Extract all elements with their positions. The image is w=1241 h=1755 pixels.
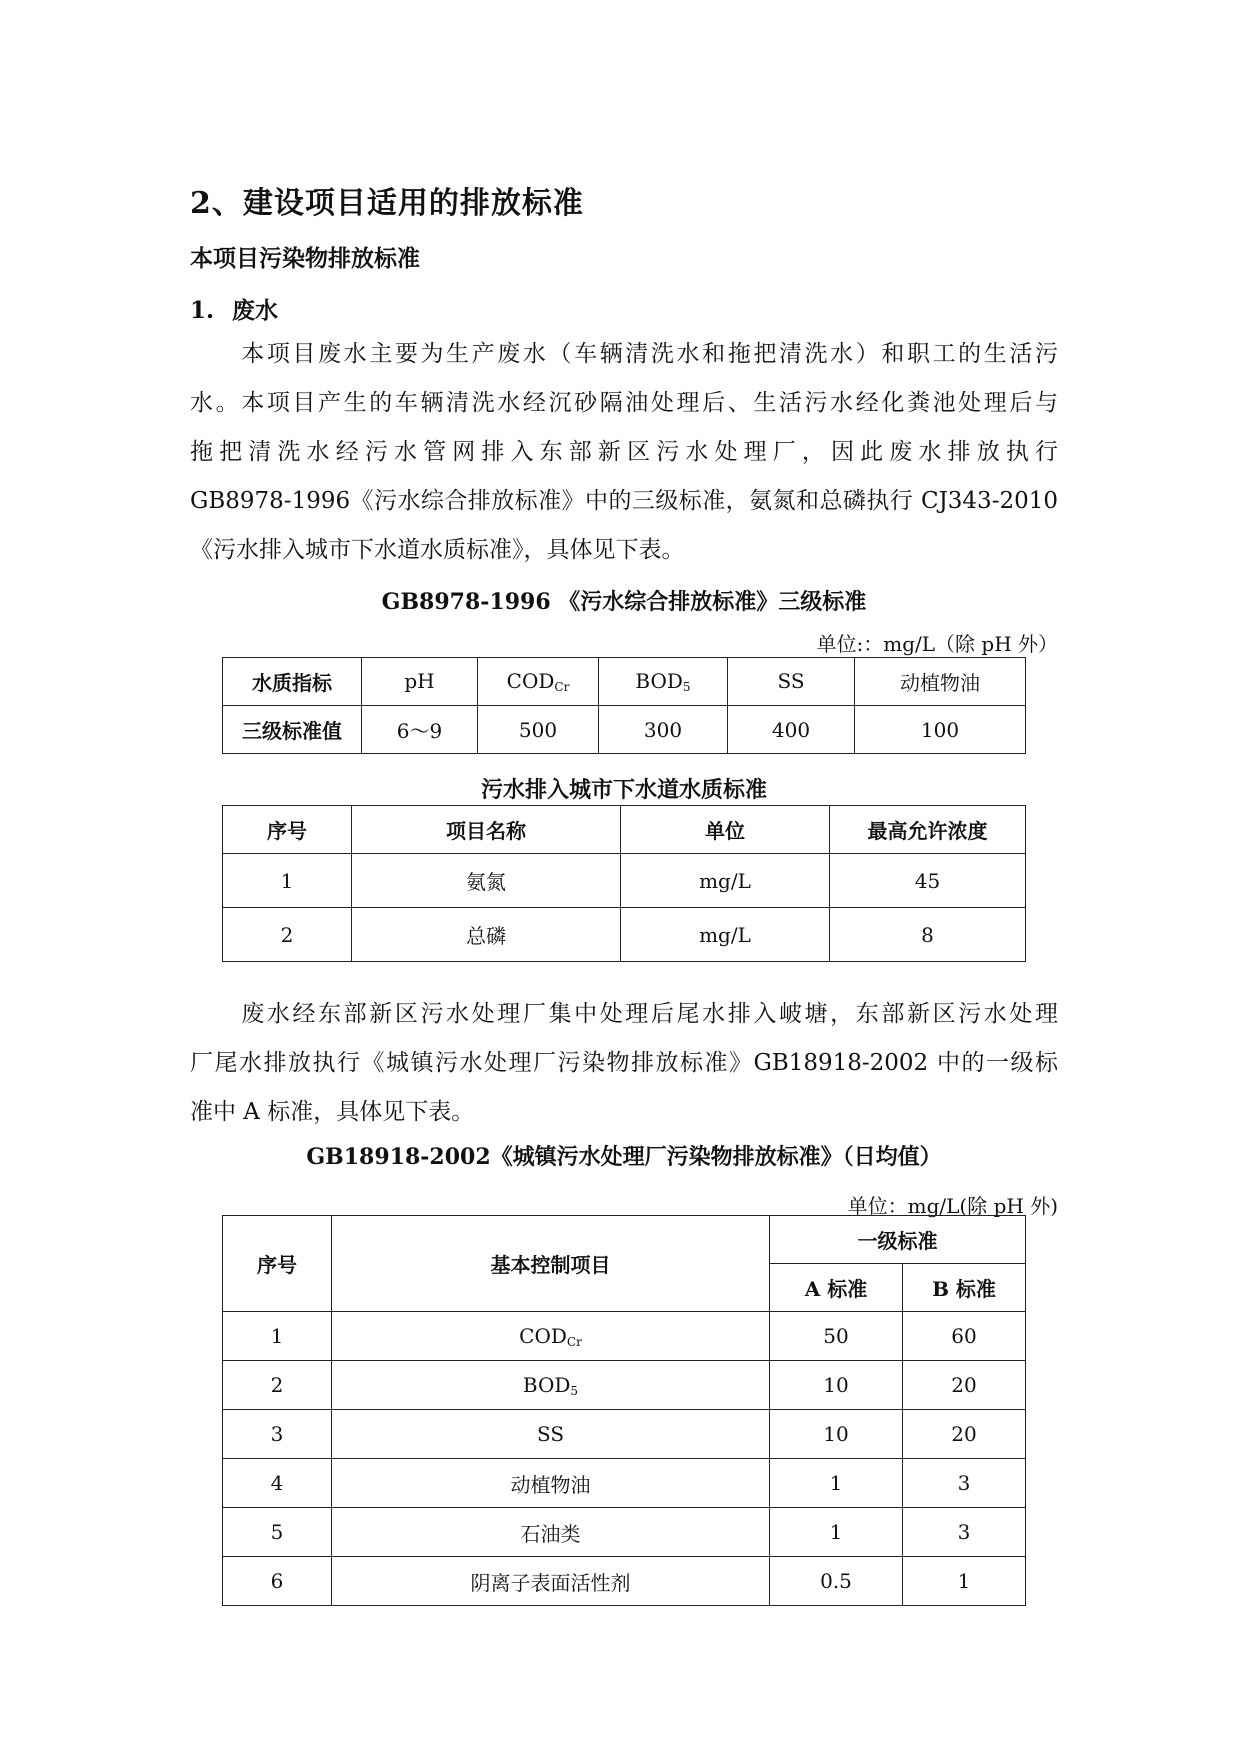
table1-cell: 100 [855, 706, 1026, 754]
table2-cell: 氨氮 [352, 854, 621, 908]
table3-b: 20 [903, 1361, 1026, 1410]
table3-a: 1 [770, 1508, 903, 1557]
table3-header-seq: 序号 [223, 1216, 332, 1312]
table1-cell: 300 [599, 706, 728, 754]
table3-b: 60 [903, 1312, 1026, 1361]
table-row [223, 1312, 1026, 1361]
table3-a: 50 [770, 1312, 903, 1361]
table-row [223, 1459, 1026, 1508]
table3-header-group: 一级标准 [770, 1216, 1026, 1264]
table2-header: 项目名称 [352, 806, 621, 854]
table2-cell: mg/L [621, 908, 830, 962]
section-title: 2、建设项目适用的排放标准 [190, 186, 584, 221]
table3-b: 1 [903, 1557, 1026, 1606]
table3-a: 10 [770, 1410, 903, 1459]
table1-col: $BOD_5$ [599, 658, 728, 706]
table3-seq: 2 [223, 1361, 332, 1410]
table3-item: 动植物油 [332, 1459, 770, 1508]
table2 [222, 805, 1026, 962]
table1-cell: 6～9 [362, 706, 478, 754]
table1-unit: 单位:：mg/L（除 pH 外） [816, 632, 1058, 656]
table3-b: 20 [903, 1410, 1026, 1459]
table1-cell: 400 [728, 706, 855, 754]
table3-b: 3 [903, 1508, 1026, 1557]
table3-item: 石油类 [332, 1508, 770, 1557]
paragraph-1-line: 水。本项目产生的车辆清洗水经沉砂隔油处理后、生活污水经化粪池处理后与 [190, 390, 1058, 416]
table3-item: $COD_{Cr}$ [332, 1312, 770, 1361]
table3 [222, 1215, 1026, 1606]
table2-cell: 2 [223, 908, 352, 962]
table3-seq: 1 [223, 1312, 332, 1361]
table2-header: 序号 [223, 806, 352, 854]
table3-item: $BOD_5$ [332, 1361, 770, 1410]
table-row [223, 854, 1026, 908]
paragraph-1-line: 本项目废水主要为生产废水（车辆清洗水和拖把清洗水）和职工的生活污 [190, 341, 1058, 367]
table1-value-row [223, 706, 1026, 754]
table1-col: 动植物油 [855, 658, 1026, 706]
table1-row-header: 水质指标 [223, 658, 362, 706]
table3-header-b: B 标准 [903, 1264, 1026, 1312]
table-row [223, 908, 1026, 962]
table1-caption: GB8978-1996 《污水综合排放标准》三级标准 [381, 589, 867, 615]
table-row [223, 1557, 1026, 1606]
paragraph-2-line: 废水经东部新区污水处理厂集中处理后尾水排入岥塘，东部新区污水处理 [190, 1001, 1058, 1027]
table1-col: $COD_{Cr}$ [478, 658, 599, 706]
subsection-title: 本项目污染物排放标准 [190, 245, 420, 272]
paragraph-1-line: 《污水排入城市下水道水质标准》，具体见下表。 [190, 537, 685, 563]
table3-a: 0.5 [770, 1557, 903, 1606]
table2-cell: 1 [223, 854, 352, 908]
table3-a: 10 [770, 1361, 903, 1410]
paragraph-2-line: 厂尾水排放执行《城镇污水处理厂污染物排放标准》GB18918-2002 中的一级标 [190, 1050, 1058, 1076]
table-row [223, 1410, 1026, 1459]
paragraph-1 [190, 330, 1058, 575]
table2-header: 最高允许浓度 [830, 806, 1026, 854]
table3-seq: 6 [223, 1557, 332, 1606]
table2-header-row [223, 806, 1026, 854]
table2-caption: 污水排入城市下水道水质标准 [480, 777, 767, 803]
table-row [223, 1508, 1026, 1557]
table1-cell: 500 [478, 706, 599, 754]
table2-cell: 总磷 [352, 908, 621, 962]
table2-cell: mg/L [621, 854, 830, 908]
table3-item: 阴离子表面活性剂 [332, 1557, 770, 1606]
paragraph-1-line: 拖把清洗水经污水管网排入东部新区污水处理厂，因此废水排放执行 [190, 439, 1058, 465]
table3-a: 1 [770, 1459, 903, 1508]
table-row [223, 1361, 1026, 1410]
table1-col: pH [362, 658, 478, 706]
table2-cell: 8 [830, 908, 1026, 962]
table3-unit: 单位：mg/L(除 pH 外) [847, 1194, 1058, 1218]
table3-seq: 5 [223, 1508, 332, 1557]
table3-b: 3 [903, 1459, 1026, 1508]
table1-row-header: 三级标准值 [223, 706, 362, 754]
table2-cell: 45 [830, 854, 1026, 908]
item-heading [190, 292, 278, 325]
table3-seq: 4 [223, 1459, 332, 1508]
table3-header-item: 基本控制项目 [332, 1216, 770, 1312]
table3-header-a: A 标准 [770, 1264, 903, 1312]
paragraph-1-line: GB8978-1996《污水综合排放标准》中的三级标准，氨氮和总磷执行 CJ343-2010 [190, 488, 1058, 514]
item-number: 1. [190, 297, 215, 324]
table1-header-row [223, 658, 1026, 706]
table1 [222, 657, 1026, 754]
paragraph-2 [190, 990, 1058, 1137]
table3-item: SS [332, 1410, 770, 1459]
table1-col: SS [728, 658, 855, 706]
item-title: 废水 [232, 297, 278, 324]
table2-header: 单位 [621, 806, 830, 854]
paragraph-2-line: 准中 A 标准，具体见下表。 [190, 1099, 475, 1125]
table3-caption: GB18918-2002《城镇污水处理厂污染物排放标准》（日均值） [306, 1144, 942, 1170]
table3-header-row [223, 1216, 1026, 1264]
table3-seq: 3 [223, 1410, 332, 1459]
